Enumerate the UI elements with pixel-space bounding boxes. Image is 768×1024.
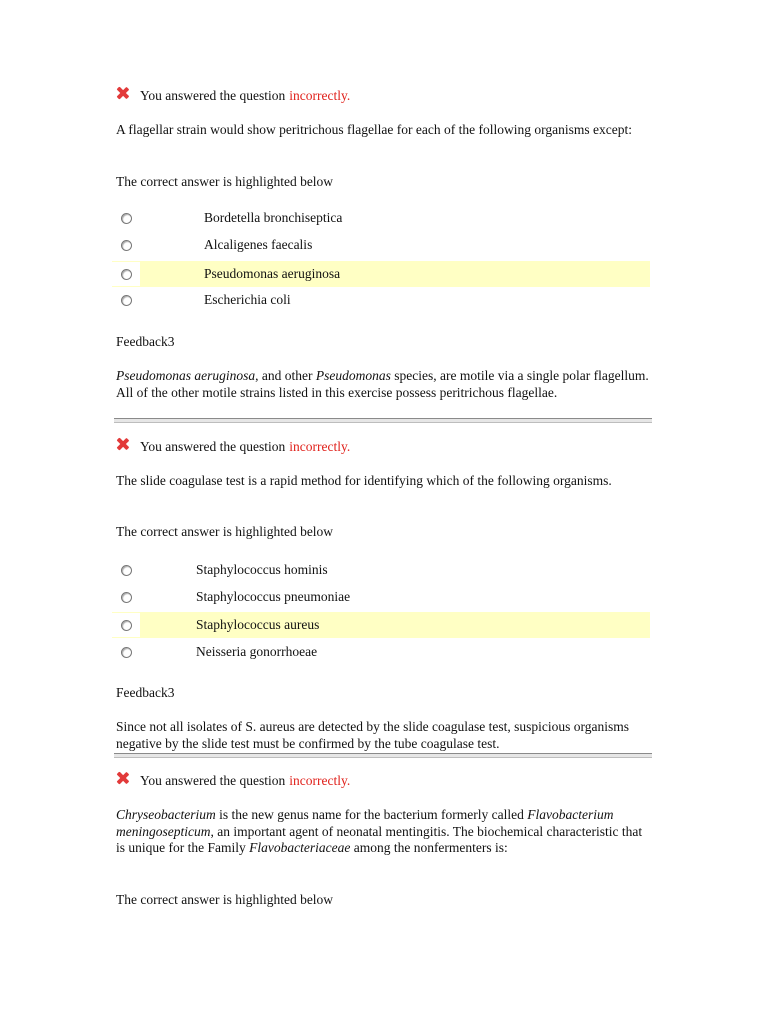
question-text: The slide coagulase test is a rapid method for identifying which of the following organisms.	[116, 473, 612, 488]
option-label: Neisseria gonorrhoeae	[196, 643, 318, 659]
question-italic-family: Flavobacteriaceae	[249, 840, 351, 855]
feedback-text: Since not all isolates of S. aureus are detected by the slide coagulase test, suspicious organisms negative by the slide test must be confirmed by the tube coagulase test.	[116, 719, 630, 751]
correct-answer-note: The correct answer is highlighted below	[116, 524, 334, 539]
answer-option[interactable]	[112, 557, 650, 583]
answer-status	[116, 773, 350, 790]
status-incorrect: incorrectly.	[289, 773, 351, 788]
section-divider	[114, 753, 652, 758]
question-text: A flagellar strain would show peritrichous flagellae for each of the following organisms except:	[116, 122, 632, 137]
answer-option-correct[interactable]	[112, 612, 650, 638]
status-text: You answered the question	[140, 439, 286, 454]
feedback-segment: species, are motile via a single polar flagellum. All of the other motile strains listed in this exercise possess peritrichous flagellae.	[116, 368, 649, 400]
radio-button[interactable]	[121, 213, 132, 224]
correct-answer-note: The correct answer is highlighted below	[116, 174, 334, 189]
option-label: Escherichia coli	[204, 291, 291, 307]
radio-button[interactable]	[121, 240, 132, 251]
answer-option[interactable]	[112, 232, 650, 258]
feedback-label: Feedback3	[116, 685, 175, 700]
radio-button[interactable]	[121, 592, 132, 603]
radio-button[interactable]	[121, 620, 132, 631]
answer-status	[116, 88, 350, 105]
feedback-italic-species: Pseudomonas aeruginosa	[116, 368, 256, 383]
answer-option[interactable]	[112, 584, 650, 610]
radio-button[interactable]	[121, 647, 132, 658]
answer-option-correct[interactable]	[112, 261, 650, 287]
incorrect-x-icon	[116, 86, 130, 100]
status-text: You answered the question	[140, 88, 286, 103]
option-label: Staphylococcus pneumoniae	[196, 588, 351, 604]
status-incorrect: incorrectly.	[289, 88, 351, 103]
feedback-italic-genus: Pseudomonas	[315, 368, 391, 383]
question-segment: among the nonfermenters is:	[350, 840, 508, 855]
radio-button[interactable]	[121, 565, 132, 576]
question-segment: is the new genus name for the bacterium formerly called	[215, 807, 528, 822]
question-italic-species: Flavobacterium meningosepticum	[116, 807, 614, 839]
answer-option[interactable]	[112, 639, 650, 665]
feedback-label: Feedback3	[116, 334, 175, 349]
question-segment: , an important agent of neonatal mentingitis. The biochemical characteristic that is unique for the Family	[116, 823, 643, 855]
radio-button[interactable]	[121, 269, 132, 280]
option-label: Bordetella bronchiseptica	[204, 209, 343, 225]
feedback-segment: , and other	[255, 368, 316, 383]
option-label: Staphylococcus aureus	[196, 616, 320, 632]
incorrect-x-icon	[116, 437, 130, 451]
feedback-text	[116, 368, 651, 401]
answer-status	[116, 439, 350, 456]
status-text: You answered the question	[140, 773, 286, 788]
option-label: Alcaligenes faecalis	[204, 236, 313, 252]
radio-button[interactable]	[121, 295, 132, 306]
answer-option[interactable]	[112, 287, 650, 313]
correct-answer-note: The correct answer is highlighted below	[116, 892, 334, 907]
incorrect-x-icon	[116, 771, 130, 785]
section-divider	[114, 418, 652, 423]
question-text	[116, 807, 651, 857]
option-label: Pseudomonas aeruginosa	[204, 265, 341, 281]
status-incorrect: incorrectly.	[289, 439, 351, 454]
answer-option[interactable]	[112, 205, 650, 231]
option-label: Staphylococcus hominis	[196, 561, 328, 577]
question-italic-genus: Chryseobacterium	[116, 807, 216, 822]
